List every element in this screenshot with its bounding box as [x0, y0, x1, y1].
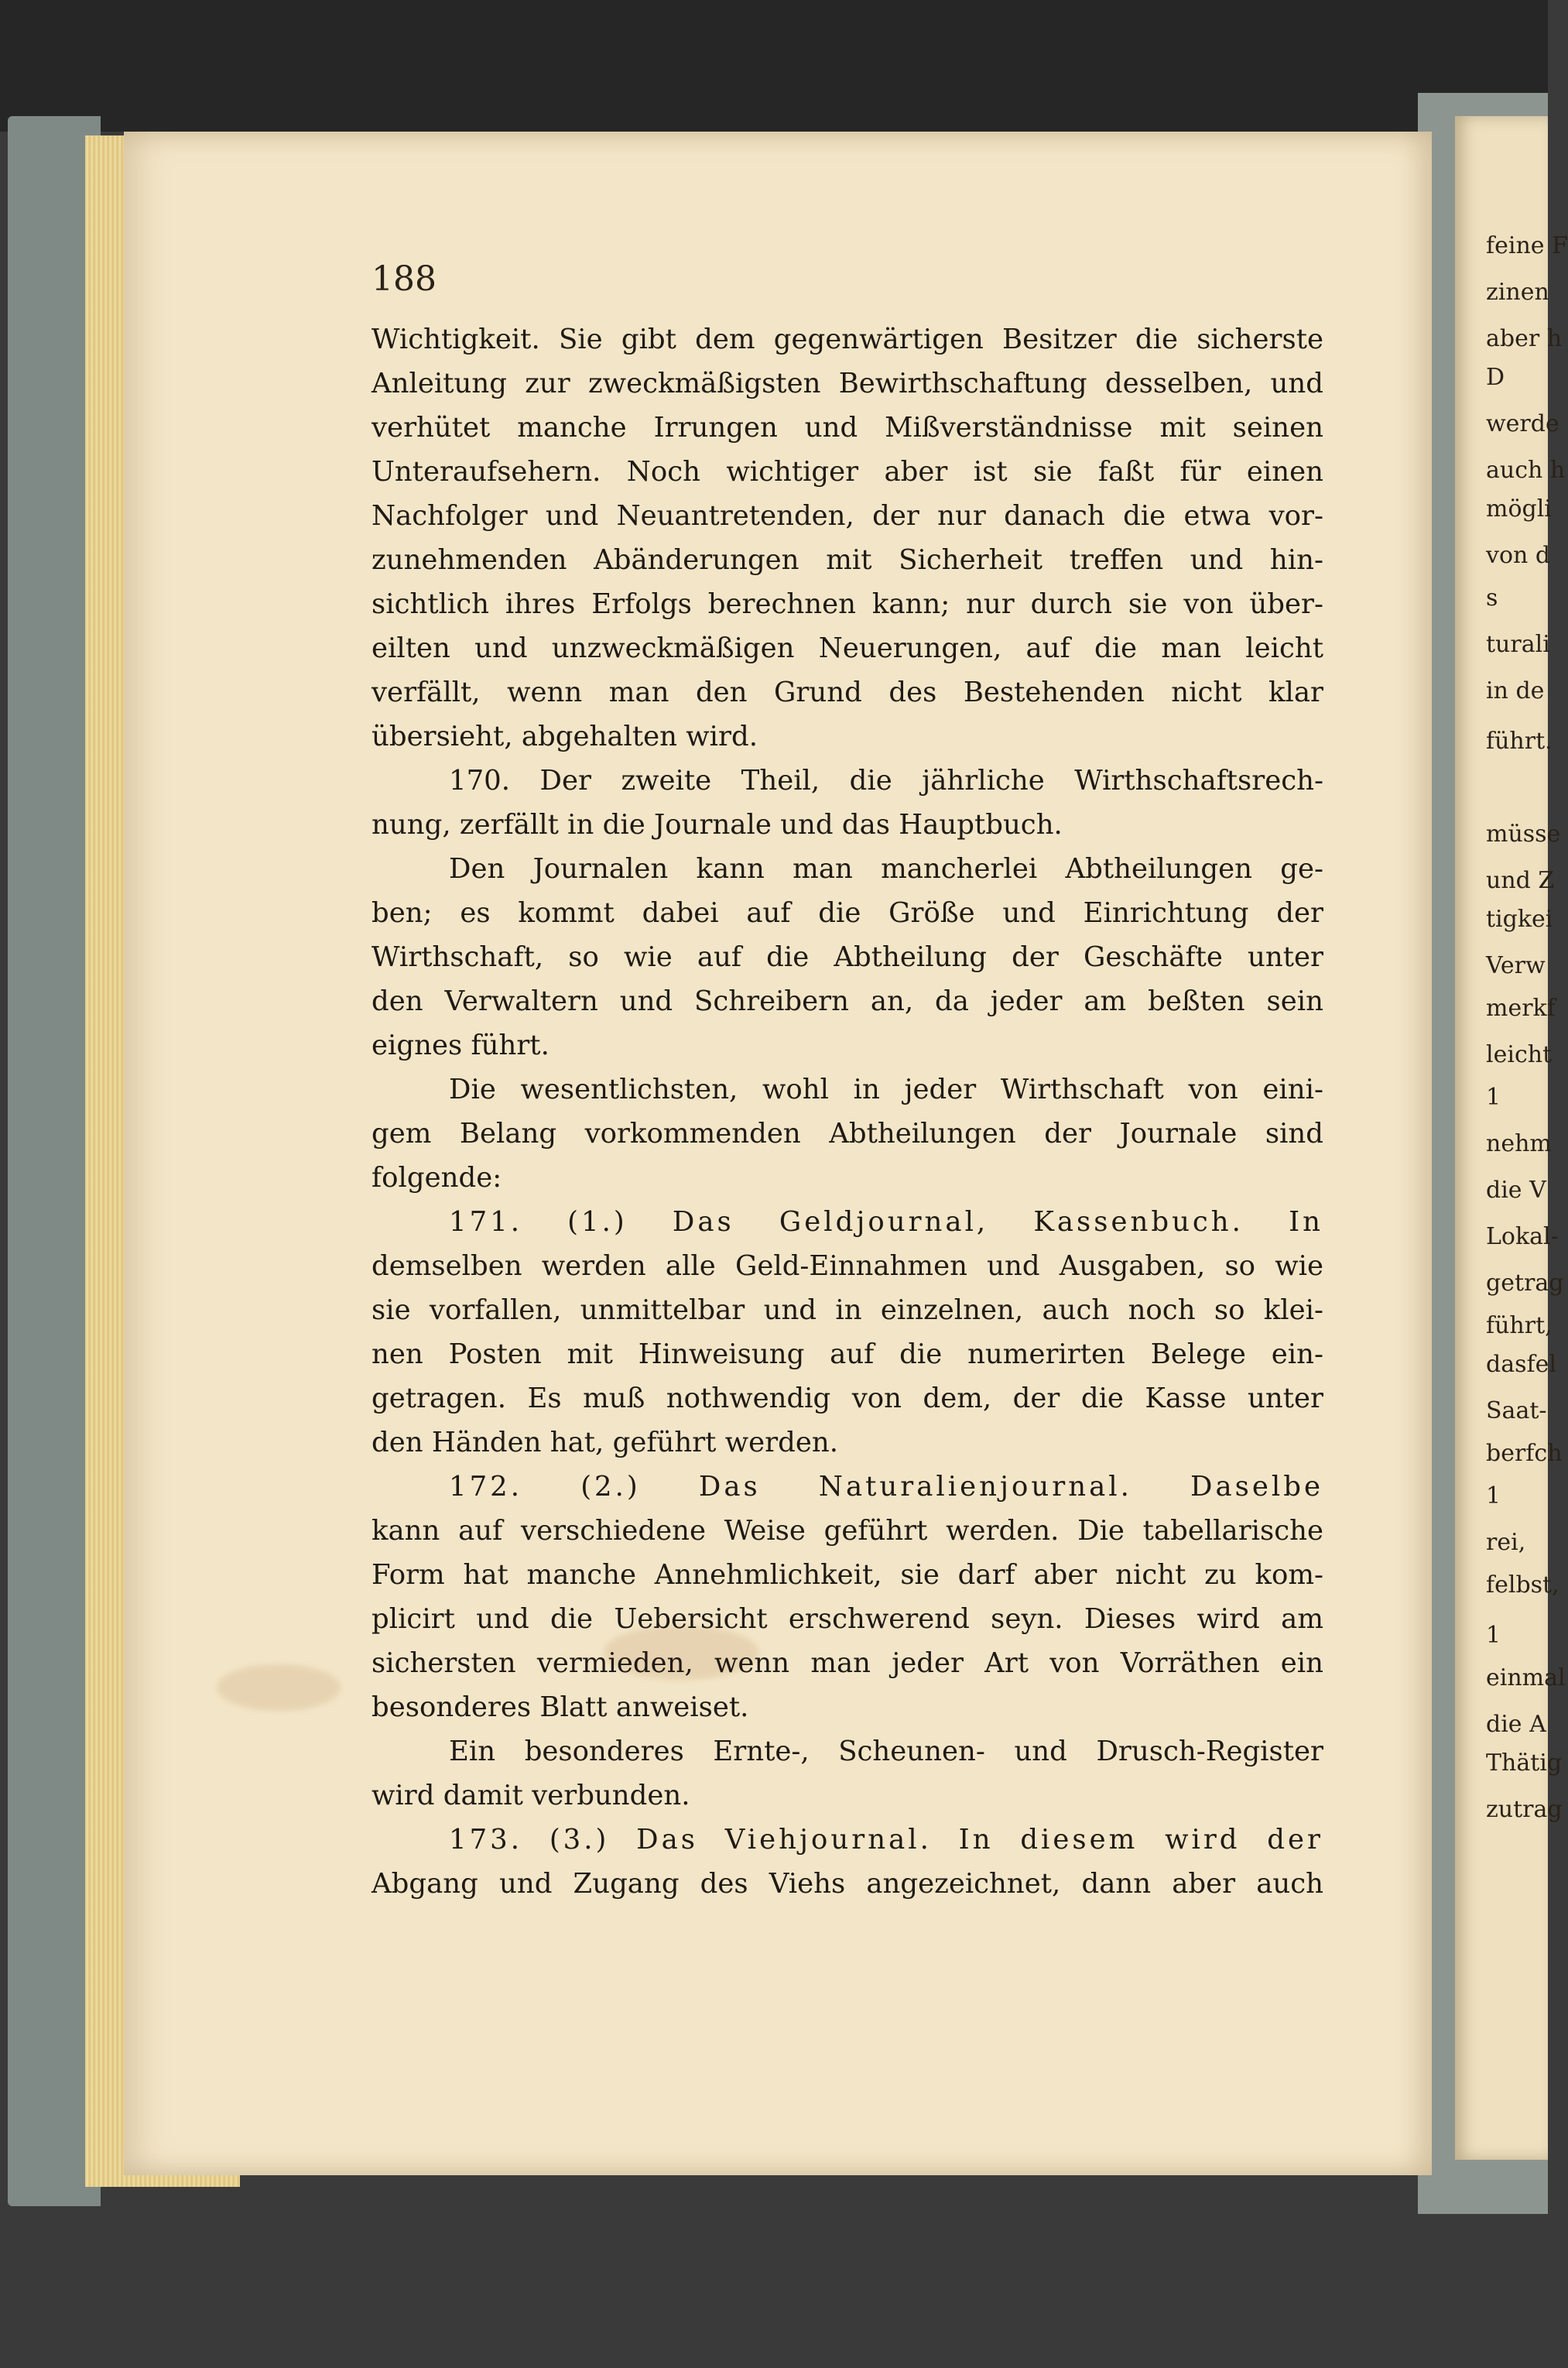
section-172-heading: 172. (2.) Das Naturalienjournal. Daselbe [449, 1471, 1323, 1503]
next-page-fragment: tigkei [1486, 906, 1553, 933]
next-page-fragment: merkf [1486, 995, 1556, 1022]
text-line: Die wesentlichsten, wohl in jeder Wirthschaft von eini- [449, 1074, 1323, 1105]
next-page-edge [1455, 116, 1568, 2160]
text-line: getragen. Es muß nothwendig von dem, der die Kasse unter [371, 1383, 1323, 1414]
next-page-fragment: Thätig [1486, 1749, 1563, 1777]
next-page-fragment: die V [1486, 1177, 1546, 1204]
text-line: Nachfolger und Neuantretenden, der nur danach die etwa vor- [371, 500, 1323, 532]
text-line: Anleitung zur zweckmäßigsten Bewirthschaftung desselben, und [371, 368, 1323, 399]
text-line: folgende: [371, 1162, 502, 1194]
text-line: gem Belang vorkommenden Abtheilungen der Journale sind [371, 1118, 1323, 1150]
text-line: plicirt und die Uebersicht erschwerend seyn. Dieses wird am [371, 1603, 1323, 1635]
section-171-heading: 171. (1.) Das Geldjournal, Kassenbuch. In [449, 1206, 1323, 1238]
next-page-fragment: müsse [1486, 821, 1561, 848]
text-line: Den Journalen kann man mancherlei Abtheilungen ge- [449, 853, 1323, 885]
text-line: besonderes Blatt anweiset. [371, 1691, 749, 1723]
text-line: verhütet manche Irrungen und Mißverständnisse mit seinen [371, 412, 1323, 444]
text-line: Unteraufsehern. Noch wichtiger aber ist sie faßt für einen [371, 456, 1323, 488]
next-page-fragment: felbst, [1486, 1571, 1559, 1599]
text-line: übersieht, abgehalten wird. [371, 721, 758, 752]
next-page-fragment: Verw [1486, 952, 1546, 979]
text-line: nen Posten mit Hinweisung auf die numerirten Belege ein- [371, 1338, 1323, 1370]
text-line: den Verwaltern und Schreibern an, da jeder am beßten sein [371, 985, 1323, 1017]
next-page-fragment: 1 [1486, 1084, 1501, 1111]
next-page-fragment: Lokal- [1486, 1223, 1559, 1250]
page-text [371, 317, 1323, 1906]
text-line: den Händen hat, geführt werden. [371, 1427, 838, 1458]
next-page-fragment: zinen [1486, 279, 1549, 306]
next-page-fragment: 1 [1486, 1482, 1501, 1510]
next-page-fragment: leicht [1486, 1041, 1553, 1068]
next-page-fragment: in de [1486, 677, 1545, 704]
next-page-fragment: 1 [1486, 1622, 1501, 1649]
next-page-fragment: dasfel [1486, 1351, 1556, 1378]
next-page-fragment: feine F [1486, 232, 1568, 259]
next-page-fragment: Saat- [1486, 1397, 1547, 1424]
page-number: 188 [371, 259, 437, 299]
background [0, 0, 1548, 132]
text-line: wird damit verbunden. [371, 1780, 690, 1811]
next-page-fragment: s [1486, 584, 1498, 612]
text-line: Wichtigkeit. Sie gibt dem gegenwärtigen Besitzer die sicherste [371, 324, 1323, 355]
next-page-fragment: einmal [1486, 1664, 1566, 1691]
text-line: Ein besonderes Ernte-, Scheunen- und Drusch-Register [449, 1736, 1323, 1767]
section-170-heading: 170. Der zweite Theil, die jährliche Wirthschaftsrech- [449, 765, 1323, 797]
text-line: nung, zerfällt in die Journale und das Hauptbuch. [371, 809, 1063, 841]
text-line: ben; es kommt dabei auf die Größe und Einrichtung der [371, 897, 1323, 929]
next-page-fragment: führt. [1486, 728, 1553, 755]
text-line: zunehmenden Abänderungen mit Sicherheit treffen und hin- [371, 544, 1323, 576]
paper-stain [217, 1664, 341, 1711]
next-page-fragment: werde [1486, 410, 1559, 437]
next-page-fragment: und Z [1486, 867, 1555, 894]
text-line: sichersten vermieden, wenn man jeder Art von Vorräthen ein [371, 1647, 1323, 1679]
text-line: sichtlich ihres Erfolgs berechnen kann; nur durch sie von über- [371, 588, 1323, 620]
text-line: demselben werden alle Geld-Einnahmen und Ausgaben, so wie [371, 1250, 1323, 1282]
text-line: Form hat manche Annehmlichkeit, sie darf aber nicht zu kom- [371, 1559, 1323, 1591]
text-line: sie vorfallen, unmittelbar und in einzelnen, auch noch so klei- [371, 1294, 1323, 1326]
text-line: eignes führt. [371, 1030, 549, 1061]
text-line: eilten und unzweckmäßigen Neuerungen, auf die man leicht [371, 632, 1323, 664]
next-page-fragment: zutrag [1486, 1796, 1563, 1823]
text-line: Wirthschaft, so wie auf die Abtheilung der Geschäfte unter [371, 941, 1323, 973]
next-page-fragment: auch h [1486, 457, 1566, 484]
next-page-fragment: getrag [1486, 1270, 1564, 1297]
next-page-fragment: von d [1486, 542, 1551, 569]
next-page-fragment: rei, [1486, 1529, 1526, 1556]
section-173-heading: 173. (3.) Das Viehjournal. In diesem wird der [449, 1824, 1323, 1856]
text-line: Abgang und Zugang des Viehs angezeichnet, dann aber auch [371, 1868, 1323, 1900]
next-page-fragment: aber h [1486, 325, 1563, 352]
next-page-fragment: berfch [1486, 1440, 1563, 1467]
next-page-fragment: nehm [1486, 1130, 1552, 1157]
next-page-fragment: mögli [1486, 495, 1552, 523]
next-page-fragment: turali [1486, 631, 1550, 658]
next-page-fragment: die A [1486, 1711, 1546, 1738]
text-line: verfällt, wenn man den Grund des Bestehenden nicht klar [371, 677, 1323, 708]
next-page-fragment: führt, [1486, 1312, 1553, 1339]
next-page-fragment: D [1486, 364, 1505, 391]
text-line: kann auf verschiedene Weise geführt werden. Die tabellarische [371, 1515, 1323, 1547]
